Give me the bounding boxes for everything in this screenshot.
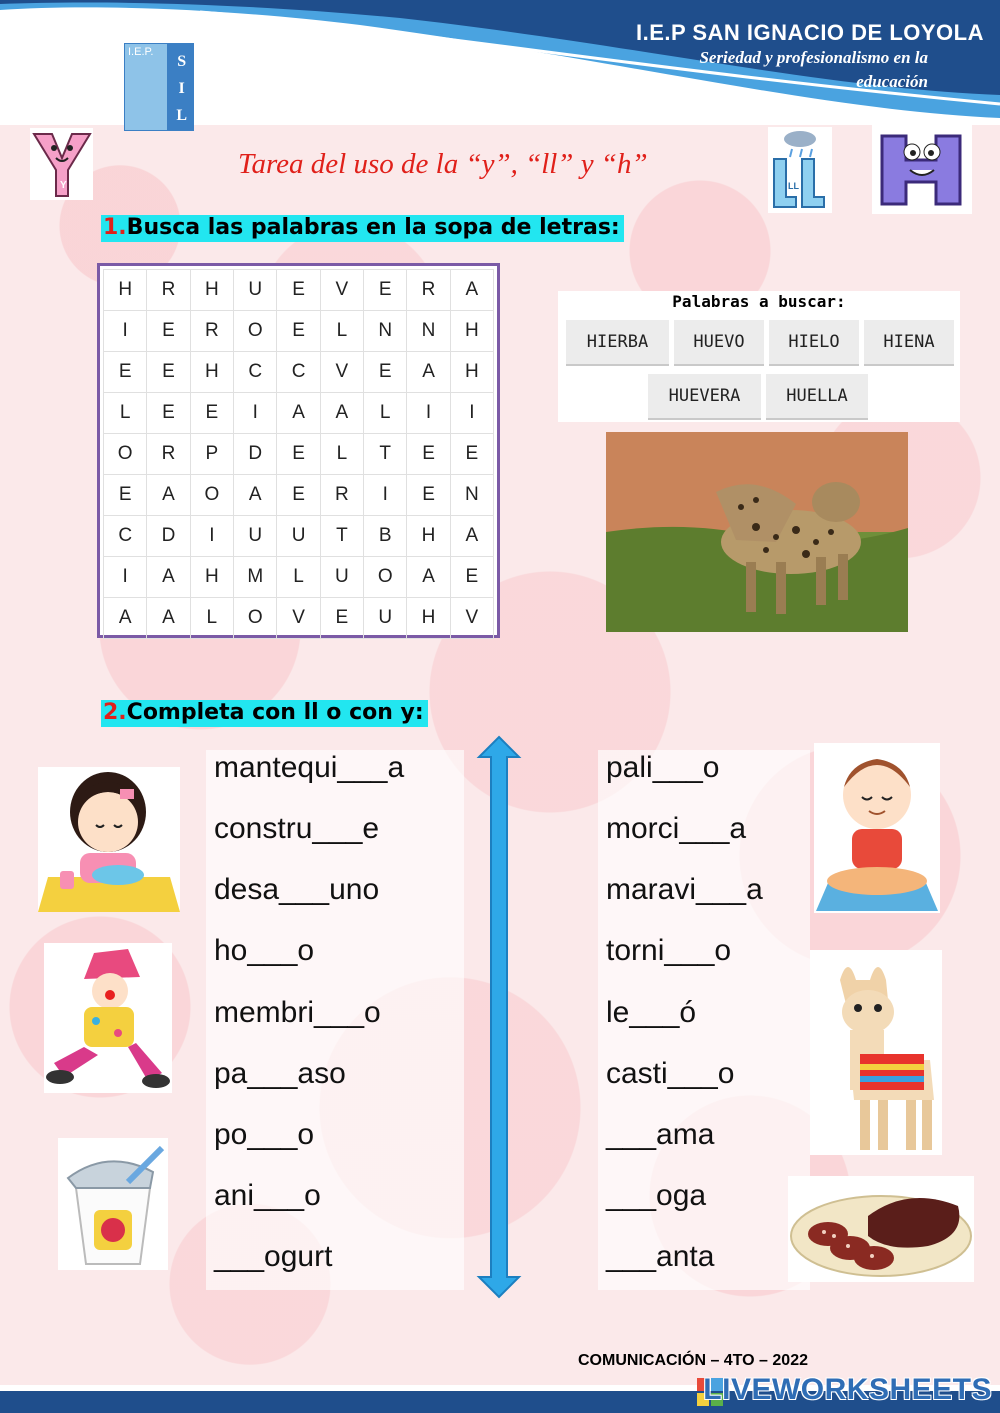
worksheet-title: Tarea del uso de la “y”, “ll” y “h” [238,148,648,180]
section1-title [101,215,624,242]
course-label: COMUNICACIÓN – 4TO – 2022 [578,1352,808,1369]
word-chip[interactable]: HIENA [864,320,954,366]
girl-eating-image [38,767,180,912]
word-chip[interactable]: HUEVO [674,320,764,366]
grid-cell[interactable]: R [320,475,363,516]
grid-cell[interactable]: I [104,557,147,598]
grid-cell[interactable]: L [277,557,320,598]
logo-letters [176,48,187,129]
grid-cell[interactable]: R [147,270,190,311]
grid-cell[interactable]: E [364,352,407,393]
grid-cell[interactable]: L [190,598,233,639]
grid-cell[interactable]: H [407,516,450,557]
fill-blank-word[interactable]: constru___e [214,812,380,845]
grid-row [104,311,494,352]
letter-h-image [872,122,972,214]
grid-cell[interactable]: C [277,352,320,393]
word-chip[interactable]: HIELO [769,320,859,366]
grid-cell[interactable]: E [277,475,320,516]
grid-cell[interactable]: A [407,557,450,598]
grid-cell[interactable]: C [234,352,277,393]
grid-cell[interactable]: L [104,393,147,434]
grid-cell[interactable]: E [147,352,190,393]
grid-row [104,434,494,475]
letter-h-glyph: H [918,188,925,198]
grid-cell[interactable]: R [147,434,190,475]
fill-blank-word[interactable]: torni___o [606,934,732,967]
logo-letter: S [177,53,187,70]
grid-cell[interactable]: A [320,393,363,434]
grid-cell[interactable]: E [147,311,190,352]
grid-cell[interactable]: H [104,270,147,311]
fill-blank-word[interactable]: ___oga [606,1179,707,1212]
grid-cell[interactable]: L [364,393,407,434]
grid-cell[interactable]: E [407,475,450,516]
fill-blank-word[interactable]: mantequi___a [214,751,405,784]
letter-y-image [30,128,93,200]
grid-cell[interactable]: A [407,352,450,393]
blood-sausage-image [788,1176,974,1282]
letter-y-glyph: Y [60,180,67,191]
word-chip[interactable]: HUEVERA [648,374,761,420]
clown-image [44,943,172,1093]
section2-title [101,700,428,727]
logo-small-text: I.E.P. [128,46,154,58]
grid-cell[interactable]: V [450,598,493,639]
grid-cell[interactable]: I [364,475,407,516]
grid-cell[interactable]: C [104,516,147,557]
grid-row [104,557,494,598]
section2-number: 2. [103,700,127,725]
word-chip[interactable]: HIERBA [566,320,669,366]
llama-image [810,950,942,1155]
grid-cell[interactable]: L [320,434,363,475]
grid-cell[interactable]: A [147,475,190,516]
word-search-table [103,269,494,639]
fill-blank-word[interactable]: membri___o [214,996,381,1029]
grid-cell[interactable]: O [104,434,147,475]
grid-cell[interactable]: H [190,557,233,598]
grid-cell[interactable]: H [190,270,233,311]
grid-cell[interactable]: E [104,475,147,516]
fill-blank-word[interactable]: morci___a [606,812,747,845]
letter-ll-image [768,127,832,213]
fill-blank-word[interactable]: ___ama [606,1118,715,1151]
grid-cell[interactable]: H [450,352,493,393]
grid-cell[interactable]: A [147,557,190,598]
grid-row [104,393,494,434]
grid-row [104,475,494,516]
grid-cell[interactable]: E [450,434,493,475]
grid-cell[interactable]: U [234,270,277,311]
grid-cell[interactable]: B [364,516,407,557]
fill-blank-word[interactable]: pali___o [606,751,720,784]
grid-cell[interactable]: O [364,557,407,598]
logo-letter: I [178,80,185,97]
section1-number: 1. [103,215,127,240]
fill-blank-word[interactable]: ani___o [214,1179,321,1212]
grid-cell[interactable]: U [320,557,363,598]
grid-cell[interactable]: L [320,311,363,352]
grid-cell[interactable]: N [407,311,450,352]
fill-blank-word[interactable]: ___ogurt [214,1240,333,1273]
fill-blank-word[interactable]: maravi___a [606,873,763,906]
grid-cell[interactable]: A [147,598,190,639]
grid-row [104,516,494,557]
letter-ll-glyph: LL [788,181,799,191]
liveworksheets-brand[interactable]: LIVEWORKSHEETS [703,1373,992,1406]
grid-cell[interactable]: O [234,311,277,352]
grid-cell[interactable]: N [364,311,407,352]
grid-cell[interactable]: R [190,311,233,352]
word-search-grid [97,263,500,638]
grid-cell[interactable]: I [407,393,450,434]
fill-blank-word[interactable]: le___ó [606,996,697,1029]
grid-cell[interactable]: N [450,475,493,516]
grid-cell[interactable]: O [234,598,277,639]
grid-cell[interactable]: E [407,434,450,475]
grid-cell[interactable]: E [190,393,233,434]
grid-cell[interactable]: V [320,352,363,393]
logo-letter: L [176,107,187,124]
school-name: I.E.P SAN IGNACIO DE LOYOLA [635,20,984,45]
grid-cell[interactable]: P [190,434,233,475]
grid-cell[interactable]: M [234,557,277,598]
grid-cell[interactable]: U [277,516,320,557]
fill-blank-word[interactable]: ___anta [606,1240,715,1273]
grid-cell[interactable]: D [234,434,277,475]
hyena-photo [606,432,908,632]
grid-row [104,270,494,311]
grid-cell[interactable]: T [364,434,407,475]
grid-cell[interactable]: A [450,516,493,557]
boy-meditating-image [814,743,940,913]
grid-cell[interactable]: D [147,516,190,557]
words-to-find-title: Palabras a buscar: [672,292,846,311]
grid-cell[interactable]: I [450,393,493,434]
grid-cell[interactable]: V [277,598,320,639]
fill-blank-word[interactable]: po___o [214,1118,315,1151]
yogurt-image [58,1138,168,1270]
grid-cell[interactable]: E [277,434,320,475]
grid-cell[interactable]: I [104,311,147,352]
grid-cell[interactable]: I [234,393,277,434]
grid-cell[interactable]: E [104,352,147,393]
fill-blank-word[interactable]: casti___o [606,1057,735,1090]
section2-label: Completa con ll o con y: [126,700,424,725]
school-logo [124,43,194,131]
grid-cell[interactable]: E [277,270,320,311]
grid-cell[interactable]: E [147,393,190,434]
grid-row [104,352,494,393]
grid-cell[interactable]: U [234,516,277,557]
grid-cell[interactable]: E [277,311,320,352]
grid-cell[interactable]: U [364,598,407,639]
grid-row [104,598,494,639]
grid-cell[interactable]: A [234,475,277,516]
grid-cell[interactable]: A [277,393,320,434]
school-motto: Seriedad y profesionalismo en la educación [699,48,928,91]
words-to-find-panel [558,291,960,422]
grid-cell[interactable]: T [320,516,363,557]
grid-cell[interactable]: E [450,557,493,598]
grid-cell[interactable]: H [450,311,493,352]
fill-blank-word[interactable]: desa___uno [214,873,380,906]
grid-cell[interactable]: H [407,598,450,639]
grid-cell[interactable]: H [190,352,233,393]
double-arrow-divider [474,735,524,1299]
grid-cell[interactable]: E [320,598,363,639]
grid-cell[interactable]: V [320,270,363,311]
grid-cell[interactable]: O [190,475,233,516]
grid-cell[interactable]: R [407,270,450,311]
grid-cell[interactable]: A [450,270,493,311]
section1-label: Busca las palabras en la sopa de letras: [126,215,620,240]
word-chip[interactable]: HUELLA [766,374,868,420]
fill-blank-word[interactable]: pa___aso [214,1057,346,1090]
grid-cell[interactable]: I [190,516,233,557]
fill-blank-word[interactable]: ho___o [214,934,315,967]
grid-cell[interactable]: E [364,270,407,311]
grid-cell[interactable]: A [104,598,147,639]
